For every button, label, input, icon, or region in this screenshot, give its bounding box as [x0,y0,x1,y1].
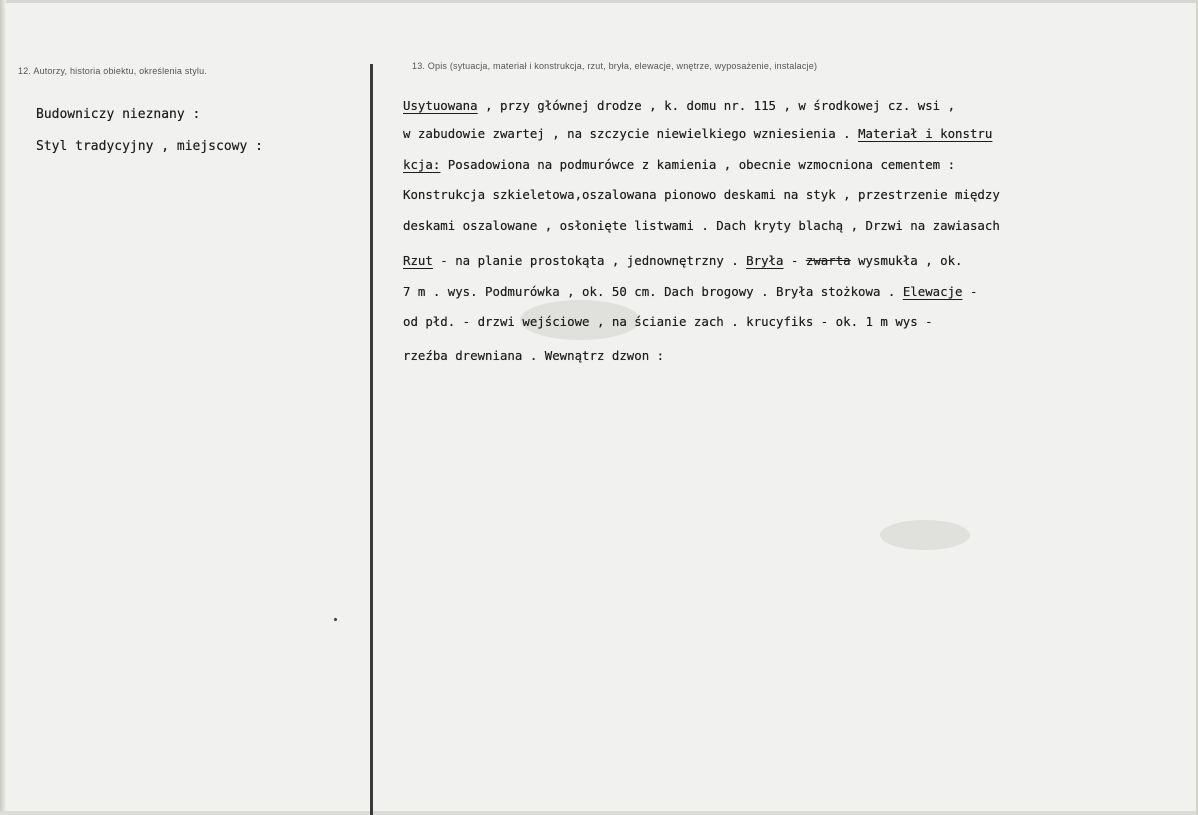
field-13-line [403,348,1198,364]
field-13-line [403,98,1198,114]
text-run: 7 m . wys. Podmurówka , ok. 50 cm. Dach brogowy . Bryła stożkowa . [403,284,903,299]
underlined-heading: kcja: [403,157,441,172]
field-12-label: 12. Autorzy, historia obiektu, określenia stylu. [18,66,208,76]
text-run: Posadowiona na podmurówce z kamienia , obecnie wzmocniona cementem : [440,157,956,172]
text-run: Konstrukcja szkieletowa,oszalowana pionowo deskami na styk , przestrzenie między [403,187,1000,202]
text-run: wysmukła , ok. [850,253,963,268]
underlined-heading: Elewacje [902,284,963,299]
struck-word: zwarta [805,253,851,268]
underlined-heading: Rzut [403,253,433,268]
paper-edge-bottom [0,811,1198,815]
text-run: - [962,284,978,299]
text-run: rzeźba drewniana . Wewnątrz dzwon : [403,348,665,363]
field-12-line: Styl tradycyjny , miejscowy : [36,139,263,154]
field-13-line [403,218,1198,234]
field-13-line [403,157,1198,173]
text-run: deskami oszalowane , osłonięte listwami . Dach kryty blachą , Drzwi na zawiasach [403,218,1000,233]
field-13-line [403,284,1198,300]
underlined-heading: Bryła [746,253,784,268]
field-13-line [403,253,1198,269]
ink-speck [333,617,337,621]
field-13-line [403,314,1198,330]
underlined-heading: Materiał i konstru [858,126,993,141]
paper-edge-left [0,0,6,815]
text-run: od płd. - drzwi wejściowe , na ścianie zach . krucyfiks - ok. 1 m wys - [403,314,933,329]
field-13-line [403,126,1198,142]
paper-edge-top [0,0,1198,3]
field-13-label: 13. Opis (sytuacja, materiał i konstrukcja, rzut, bryła, elewacje, wnętrze, wyposażenie, instalacje) [412,61,818,71]
underlined-heading: Usytuowana [403,98,478,113]
text-run: - na planie prostokąta , jednownętrzny . [432,253,747,268]
column-divider [370,64,373,815]
text-run: w zabudowie zwartej , na szczycie niewielkiego wzniesienia . [403,126,859,141]
field-13-line [403,187,1198,203]
paper-stain [880,520,970,550]
text-run: , przy głównej drodze , k. domu nr. 115 , w środkowej cz. wsi , [477,98,956,113]
text-run: - [783,253,806,268]
field-12-line: Budowniczy nieznany : [36,107,201,122]
